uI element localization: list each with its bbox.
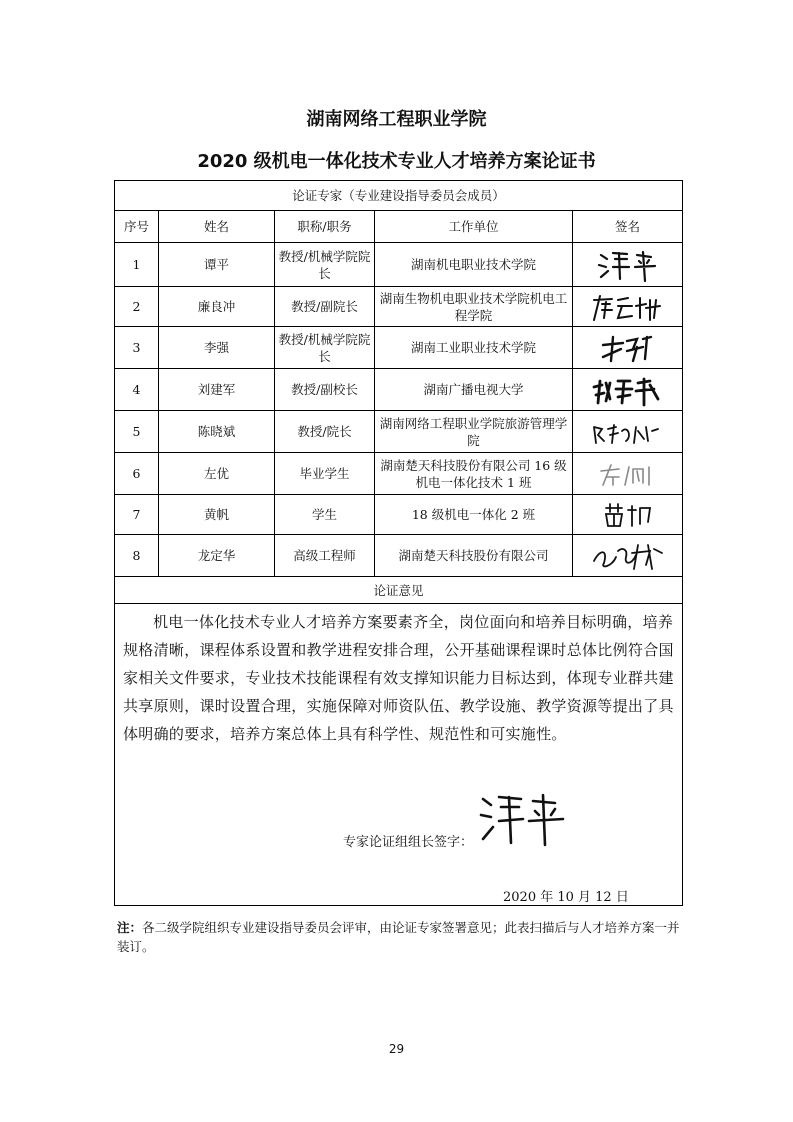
cell-title: 学生 [275,495,375,535]
signature-image [573,495,683,535]
cell-name: 刘建军 [159,369,275,411]
table-row [115,453,683,495]
cell-org: 湖南机电职业技术学院 [375,243,573,287]
cell-title: 教授/机械学院院长 [275,243,375,287]
date: 2020 年 10 月 12 日 [503,890,629,905]
cell-name: 龙定华 [159,535,275,577]
table-row [115,495,683,535]
cell-name: 黄帆 [159,495,275,535]
cell-title: 毕业学生 [275,453,375,495]
signature-image [573,287,683,327]
cell-org: 湖南生物机电职业技术学院机电工程学院 [375,287,573,327]
page-number: 29 [388,1042,405,1056]
cell-org: 湖南网络工程职业学院旅游管理学院 [375,411,573,453]
cell-title: 高级工程师 [275,535,375,577]
cell-name: 谭平 [159,243,275,287]
cell-org: 湖南楚天科技股份有限公司 16 级机电一体化技术 1 班 [375,453,573,495]
cell-org: 湖南楚天科技股份有限公司 [375,535,573,577]
table-row [115,369,683,411]
signature-image [573,411,683,453]
document-subtitle: 2020 级机电一体化技术专业人才培养方案论证书 [197,151,596,172]
column-header-row [115,211,683,243]
opinion-header: 论证意见 [115,577,683,604]
cell-title: 教授/副校长 [275,369,375,411]
table-row [115,243,683,287]
page-title: 湖南网络工程职业学院 [306,109,487,130]
cell-title: 教授/机械学院院长 [275,327,375,369]
cell-org: 18 级机电一体化 2 班 [375,495,573,535]
cell-no: 6 [115,453,159,495]
cell-no: 7 [115,495,159,535]
col-no: 序号 [115,211,159,243]
col-signature: 签名 [573,211,683,243]
cell-title: 教授/副院长 [275,287,375,327]
cell-no: 8 [115,535,159,577]
table-row [115,287,683,327]
footnote [117,918,687,956]
cell-no: 2 [115,287,159,327]
cell-name: 陈晓斌 [159,411,275,453]
table-row [115,535,683,577]
signature-image [573,369,683,411]
cell-name: 廉良冲 [159,287,275,327]
col-title: 职称/职务 [275,211,375,243]
cell-name: 左优 [159,453,275,495]
col-org: 工作单位 [375,211,573,243]
cell-no: 5 [115,411,159,453]
sign-label: 专家论证组组长签字： [343,835,474,850]
cell-name: 李强 [159,327,275,369]
cell-org: 湖南广播电视大学 [375,369,573,411]
signature-image [573,327,683,369]
signature-image [573,453,683,495]
table-row [115,327,683,369]
signature-image [573,243,683,287]
cell-title: 教授/院长 [275,411,375,453]
signature-image [573,535,683,577]
cell-org: 湖南工业职业技术学院 [375,327,573,369]
note-label: 注： [117,920,143,935]
cell-no: 3 [115,327,159,369]
expert-table [114,180,683,906]
experts-header: 论证专家（专业建设指导委员会成员） [115,181,683,211]
leader-signature-image [473,789,573,853]
note-text: 各二级学院组织专业建设指导委员会评审，由论证专家签署意见；此表扫描后与人才培养方案一并装订。 [117,920,680,954]
opinion-text: 机电一体化技术专业人才培养方案要素齐全，岗位面向和培养目标明确，培养规格清晰，课程体系设置和教学进程安排合理，公开基础课程课时总体比例符合国家相关文件要求，专业技术技能课程有效支撑知识能力目标达到，体现专业群共建共享原则，课时设置合理，实施保障对师资队伍、教学设施、教学资源等提出了具体明确的要求，培养方案总体上具有科学性、规范性和可实施性。 [123,613,674,743]
col-name: 姓名 [159,211,275,243]
table-row [115,411,683,453]
cell-no: 1 [115,243,159,287]
opinion-section [115,604,683,906]
cell-no: 4 [115,369,159,411]
